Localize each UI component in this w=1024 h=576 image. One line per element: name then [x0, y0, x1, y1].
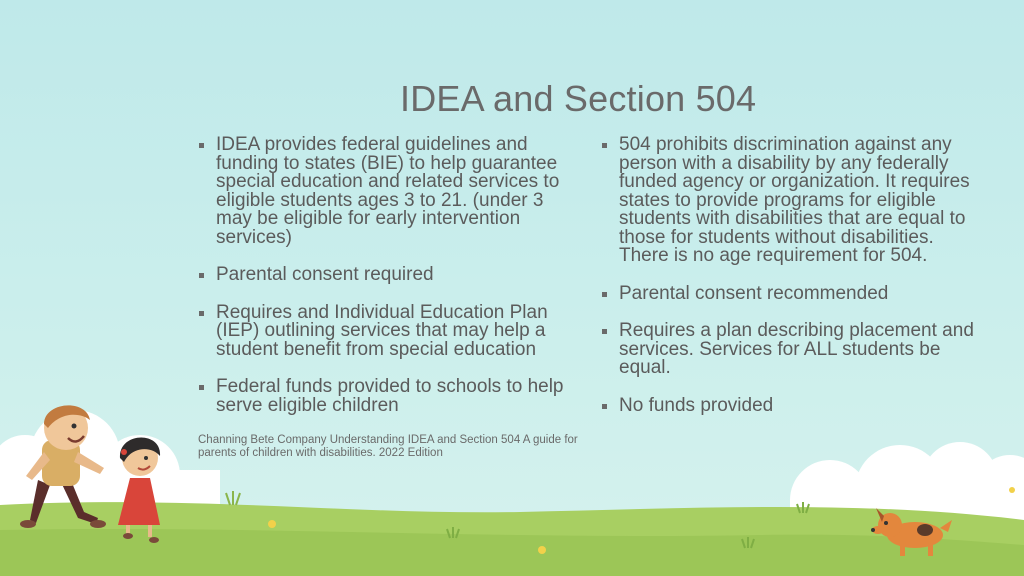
citation: Channing Bete Company Understanding IDEA and Section 504 A guide for parents of children with disabilities. 2022 Edition: [198, 434, 578, 459]
slide-title: IDEA and Section 504: [400, 78, 757, 119]
section-504-bullet-list: [601, 136, 981, 415]
list-item: IDEA provides federal guidelines and funding to states (BIE) to help guarantee special education and related services to eligible students ages 3 to 21. (under 3 may be eligible for early intervention services): [198, 136, 578, 247]
idea-bullet-list: [198, 136, 578, 415]
list-item: Requires and Individual Education Plan (IEP) outlining services that may help a student benefit from special education: [198, 304, 578, 360]
list-item: Federal funds provided to schools to help serve eligible children: [198, 378, 578, 415]
list-item: 504 prohibits discrimination against any person with a disability by any federally funded agency or organization. It requires states to provide programs for eligible students with disabilities that are equal to those for students without disabilities. There is no age requirement for 504.: [601, 136, 981, 266]
list-item: Parental consent recommended: [601, 285, 981, 304]
list-item: Parental consent required: [198, 266, 578, 285]
right-column: [601, 136, 981, 434]
list-item: No funds provided: [601, 397, 981, 416]
left-column: [198, 136, 578, 434]
list-item: Requires a plan describing placement and services. Services for ALL students be equal.: [601, 322, 981, 378]
